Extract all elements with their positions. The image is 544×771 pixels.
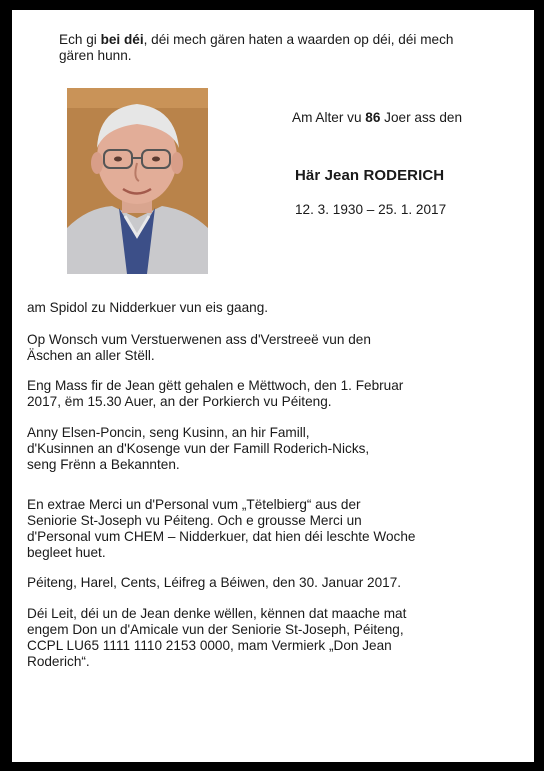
portrait-photo — [67, 88, 208, 274]
paragraph-donation: Déi Leit, déi un de Jean denke wëllen, kënnen dat maache mat engem Don un d'Amicale vun der Seniorie St-Joseph, Péiteng, CCPL LU65 1111 1110 2153 0000, mam Vermierk „Don Jean Roderich“. — [27, 606, 407, 669]
life-dates: 12. 3. 1930 – 25. 1. 2017 — [295, 202, 447, 217]
paragraph-mass: Eng Mass fir de Jean gëtt gehalen e Mëttwoch, den 1. Februar 2017, ëm 15.30 Auer, an der Porkierch vu Péiteng. — [27, 378, 404, 409]
paragraph-thanks: En extrae Merci un d'Personal vum „Tëtelbierg“ aus der Seniorie St-Joseph vu Péiteng. Och e grousse Merci un d'Personal vum CHEM – Nidderkuer, dat hien déi leschte Woche begleet huet. — [27, 497, 416, 560]
intro-text: Ech gi bei déi, déi mech gären haten a waarden op déi, déi mech gären hunn. — [59, 32, 454, 63]
paragraph-place-date: Péiteng, Harel, Cents, Léifreg a Béiwen, den 30. Januar 2017. — [27, 575, 402, 590]
paragraph-family: Anny Elsen-Poncin, seng Kusinn, an hir Famill, d'Kusinnen an d'Kosenge vun der Famill Roderich-Nicks, seng Frënn a Bekannten. — [27, 425, 370, 472]
paragraph-ashes: Op Wonsch vum Verstuerwenen ass d'Verstreeë vun den Äschen an aller Stëll. — [27, 332, 371, 363]
obituary-notice — [12, 10, 534, 762]
deceased-name: Här Jean RODERICH — [295, 167, 445, 184]
age-line: Am Alter vu 86 Joer ass den — [292, 110, 463, 125]
paragraph-passing: am Spidol zu Nidderkuer vun eis gaang. — [27, 300, 269, 315]
